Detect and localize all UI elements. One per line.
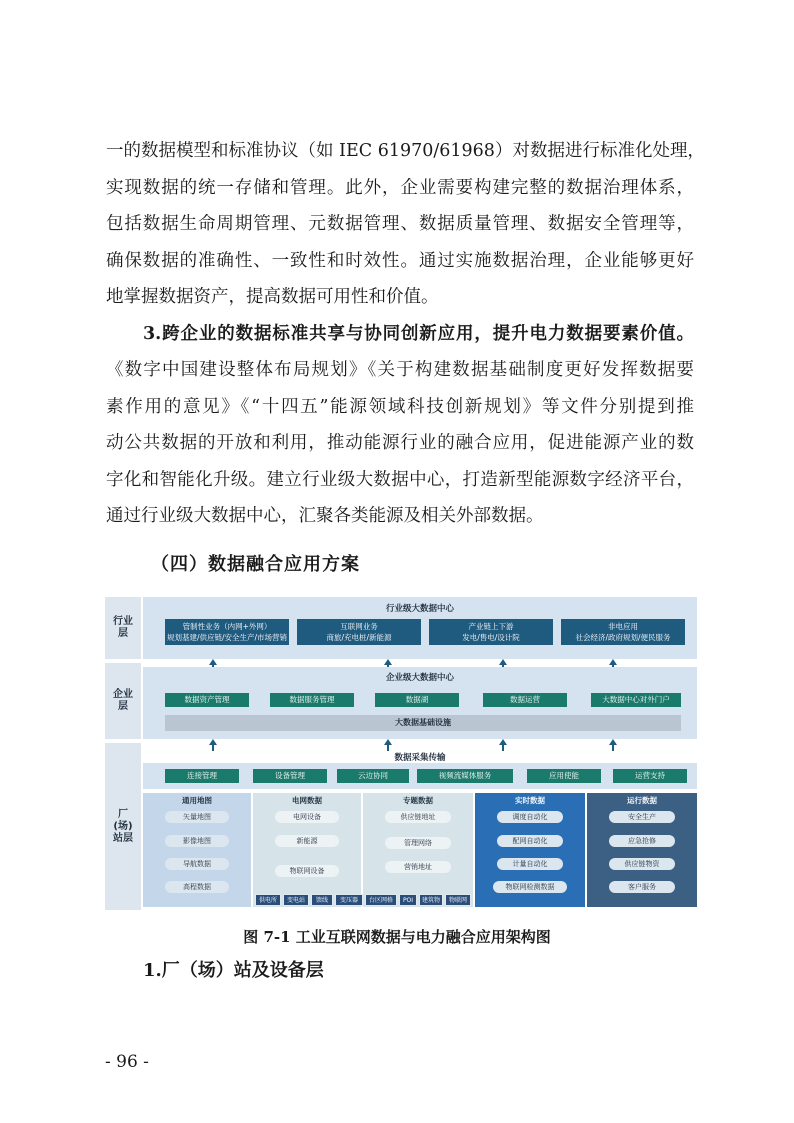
data-column-realtime xyxy=(475,793,585,907)
item-3-title xyxy=(143,316,694,353)
arrows-up-2 xyxy=(143,739,697,751)
column-item: 矢量地图 xyxy=(165,811,229,823)
collection-box: 运营支持 xyxy=(613,769,687,783)
collection-box: 设备管理 xyxy=(253,769,327,783)
text-line: 字化和智能化升级。建立行业级大数据中心，打造新型能源数字经济平台， xyxy=(106,469,694,490)
column-title: 实时数据 xyxy=(515,796,545,805)
industry-box-title: 产业链上下游 xyxy=(468,622,514,631)
source-chip: 变电站 xyxy=(283,894,309,906)
industry-box xyxy=(561,619,685,645)
column-title: 电网数据 xyxy=(292,796,322,805)
page-number: - 96 - xyxy=(105,1052,149,1072)
column-item: 客户服务 xyxy=(609,881,675,893)
enterprise-box: 数据运营 xyxy=(483,693,567,707)
source-chip: 供电所 xyxy=(255,894,281,906)
text-line: 动公共数据的开放和利用，推动能源行业的融合应用，促进能源产业的数 xyxy=(106,433,694,453)
collection-box: 视频流媒体服务 xyxy=(417,769,513,783)
text-line: 地掌握数据资产，提高数据可用性和价值。 xyxy=(106,287,439,307)
industry-box-sub: 社会经济/政府规划/便民服务 xyxy=(575,633,671,642)
text-line: 《数字中国建设整体布局规划》《关于构建数据基础制度更好发挥数据要 xyxy=(106,360,694,380)
data-column-grid xyxy=(253,793,361,907)
industry-band xyxy=(143,597,697,659)
subheading: 1.厂（场）站及设备层 xyxy=(143,960,324,981)
industry-box xyxy=(165,619,289,645)
industry-box-sub: 发电/售电/设计院 xyxy=(462,633,520,642)
column-item: 影像地图 xyxy=(165,835,229,847)
collection-title: 数据采集传输 xyxy=(394,753,446,763)
layer-label-station: 厂 (场) 站层 xyxy=(105,743,141,910)
column-item: 计量自动化 xyxy=(497,858,563,870)
column-item: 应急抢修 xyxy=(609,835,675,847)
enterprise-title: 企业级大数据中心 xyxy=(385,673,454,683)
text-line: 素作用的意见》《“十四五”能源领域科技创新规划》等文件分别提到推 xyxy=(106,396,694,417)
collection-box: 应用使能 xyxy=(527,769,601,783)
column-title: 通用地图 xyxy=(182,796,212,805)
text-line: 通过行业级大数据中心，汇聚各类能源及相关外部数据。 xyxy=(106,506,544,526)
collection-box: 云边协同 xyxy=(337,769,409,783)
text-line: 确保数据的准确性、一致性和时效性。通过实施数据治理，企业能够更好 xyxy=(106,250,694,271)
section-header: （四）数据融合应用方案 xyxy=(151,554,360,575)
industry-box-title: 互联网业务 xyxy=(340,622,378,631)
data-column-operation xyxy=(587,793,697,907)
column-item: 供应链物资 xyxy=(609,858,675,870)
layer-label-industry: 行业 层 xyxy=(105,597,141,659)
figure-caption: 图 7-1 工业互联网数据与电力融合应用架构图 xyxy=(243,928,551,946)
enterprise-box: 数据湖 xyxy=(375,693,459,707)
column-title: 专题数据 xyxy=(403,796,433,805)
data-column-topic xyxy=(363,793,473,907)
text-line: 包括数据生命周期管理、元数据管理、数据质量管理、数据安全管理等， xyxy=(106,214,694,234)
column-item: 物联网检测数据 xyxy=(493,881,567,893)
column-item: 新能源 xyxy=(275,835,339,847)
layer-label-enterprise: 企业 层 xyxy=(105,663,141,739)
source-chip: 馈线 xyxy=(311,894,333,906)
industry-box-title: 管制性业务（内网+外网） xyxy=(182,622,272,631)
source-chip: POI xyxy=(399,894,417,906)
enterprise-base-bar: 大数据基础设施 xyxy=(165,715,681,731)
industry-box xyxy=(297,619,421,645)
industry-box-sub: 商旅/充电桩/新能源 xyxy=(326,633,392,642)
column-item: 物联网设备 xyxy=(275,865,339,877)
collection-band xyxy=(143,763,697,789)
column-item: 配网自动化 xyxy=(497,835,563,847)
column-item: 安全生产 xyxy=(609,811,675,823)
industry-box-title: 非电应用 xyxy=(608,622,638,631)
data-column-map xyxy=(143,793,251,907)
source-chip: 台区网格 xyxy=(365,894,397,906)
column-title: 运行数据 xyxy=(627,796,657,805)
enterprise-band xyxy=(143,667,697,739)
text-line: 3.跨企业的数据标准共享与协同创新应用，提升电力数据要素价值。 xyxy=(143,324,694,344)
column-item: 导航数据 xyxy=(165,858,229,870)
text-line: 实现数据的统一存储和管理。此外，企业需要构建完整的数据治理体系， xyxy=(106,177,694,198)
column-item: 供应链地址 xyxy=(385,811,451,823)
industry-box-sub: 规划基建/供应链/安全生产/市场营销 xyxy=(166,633,288,642)
source-chip: 建筑物 xyxy=(419,894,443,906)
text-line: 一的数据模型和标准协议（如 IEC 61970/61968）对数据进行标准化处理， xyxy=(106,141,705,161)
industry-title: 行业级大数据中心 xyxy=(385,604,454,614)
industry-box xyxy=(429,619,553,645)
column-item: 调度自动化 xyxy=(497,811,563,823)
source-chip: 变压器 xyxy=(335,894,363,906)
source-chip: 物联网 xyxy=(445,894,471,906)
source-row xyxy=(255,893,473,907)
column-item: 高程数据 xyxy=(165,881,229,893)
enterprise-box: 数据资产管理 xyxy=(165,693,249,707)
column-item: 营销地址 xyxy=(385,861,451,873)
enterprise-box: 数据服务管理 xyxy=(270,693,354,707)
paragraph-2 xyxy=(106,352,694,535)
column-item: 电网设备 xyxy=(275,811,339,823)
paragraph-1 xyxy=(106,133,705,316)
column-item: 管理网络 xyxy=(385,837,451,849)
enterprise-box: 大数据中心对外门户 xyxy=(591,693,681,707)
collection-box: 连接管理 xyxy=(165,769,239,783)
architecture-diagram xyxy=(105,597,697,910)
